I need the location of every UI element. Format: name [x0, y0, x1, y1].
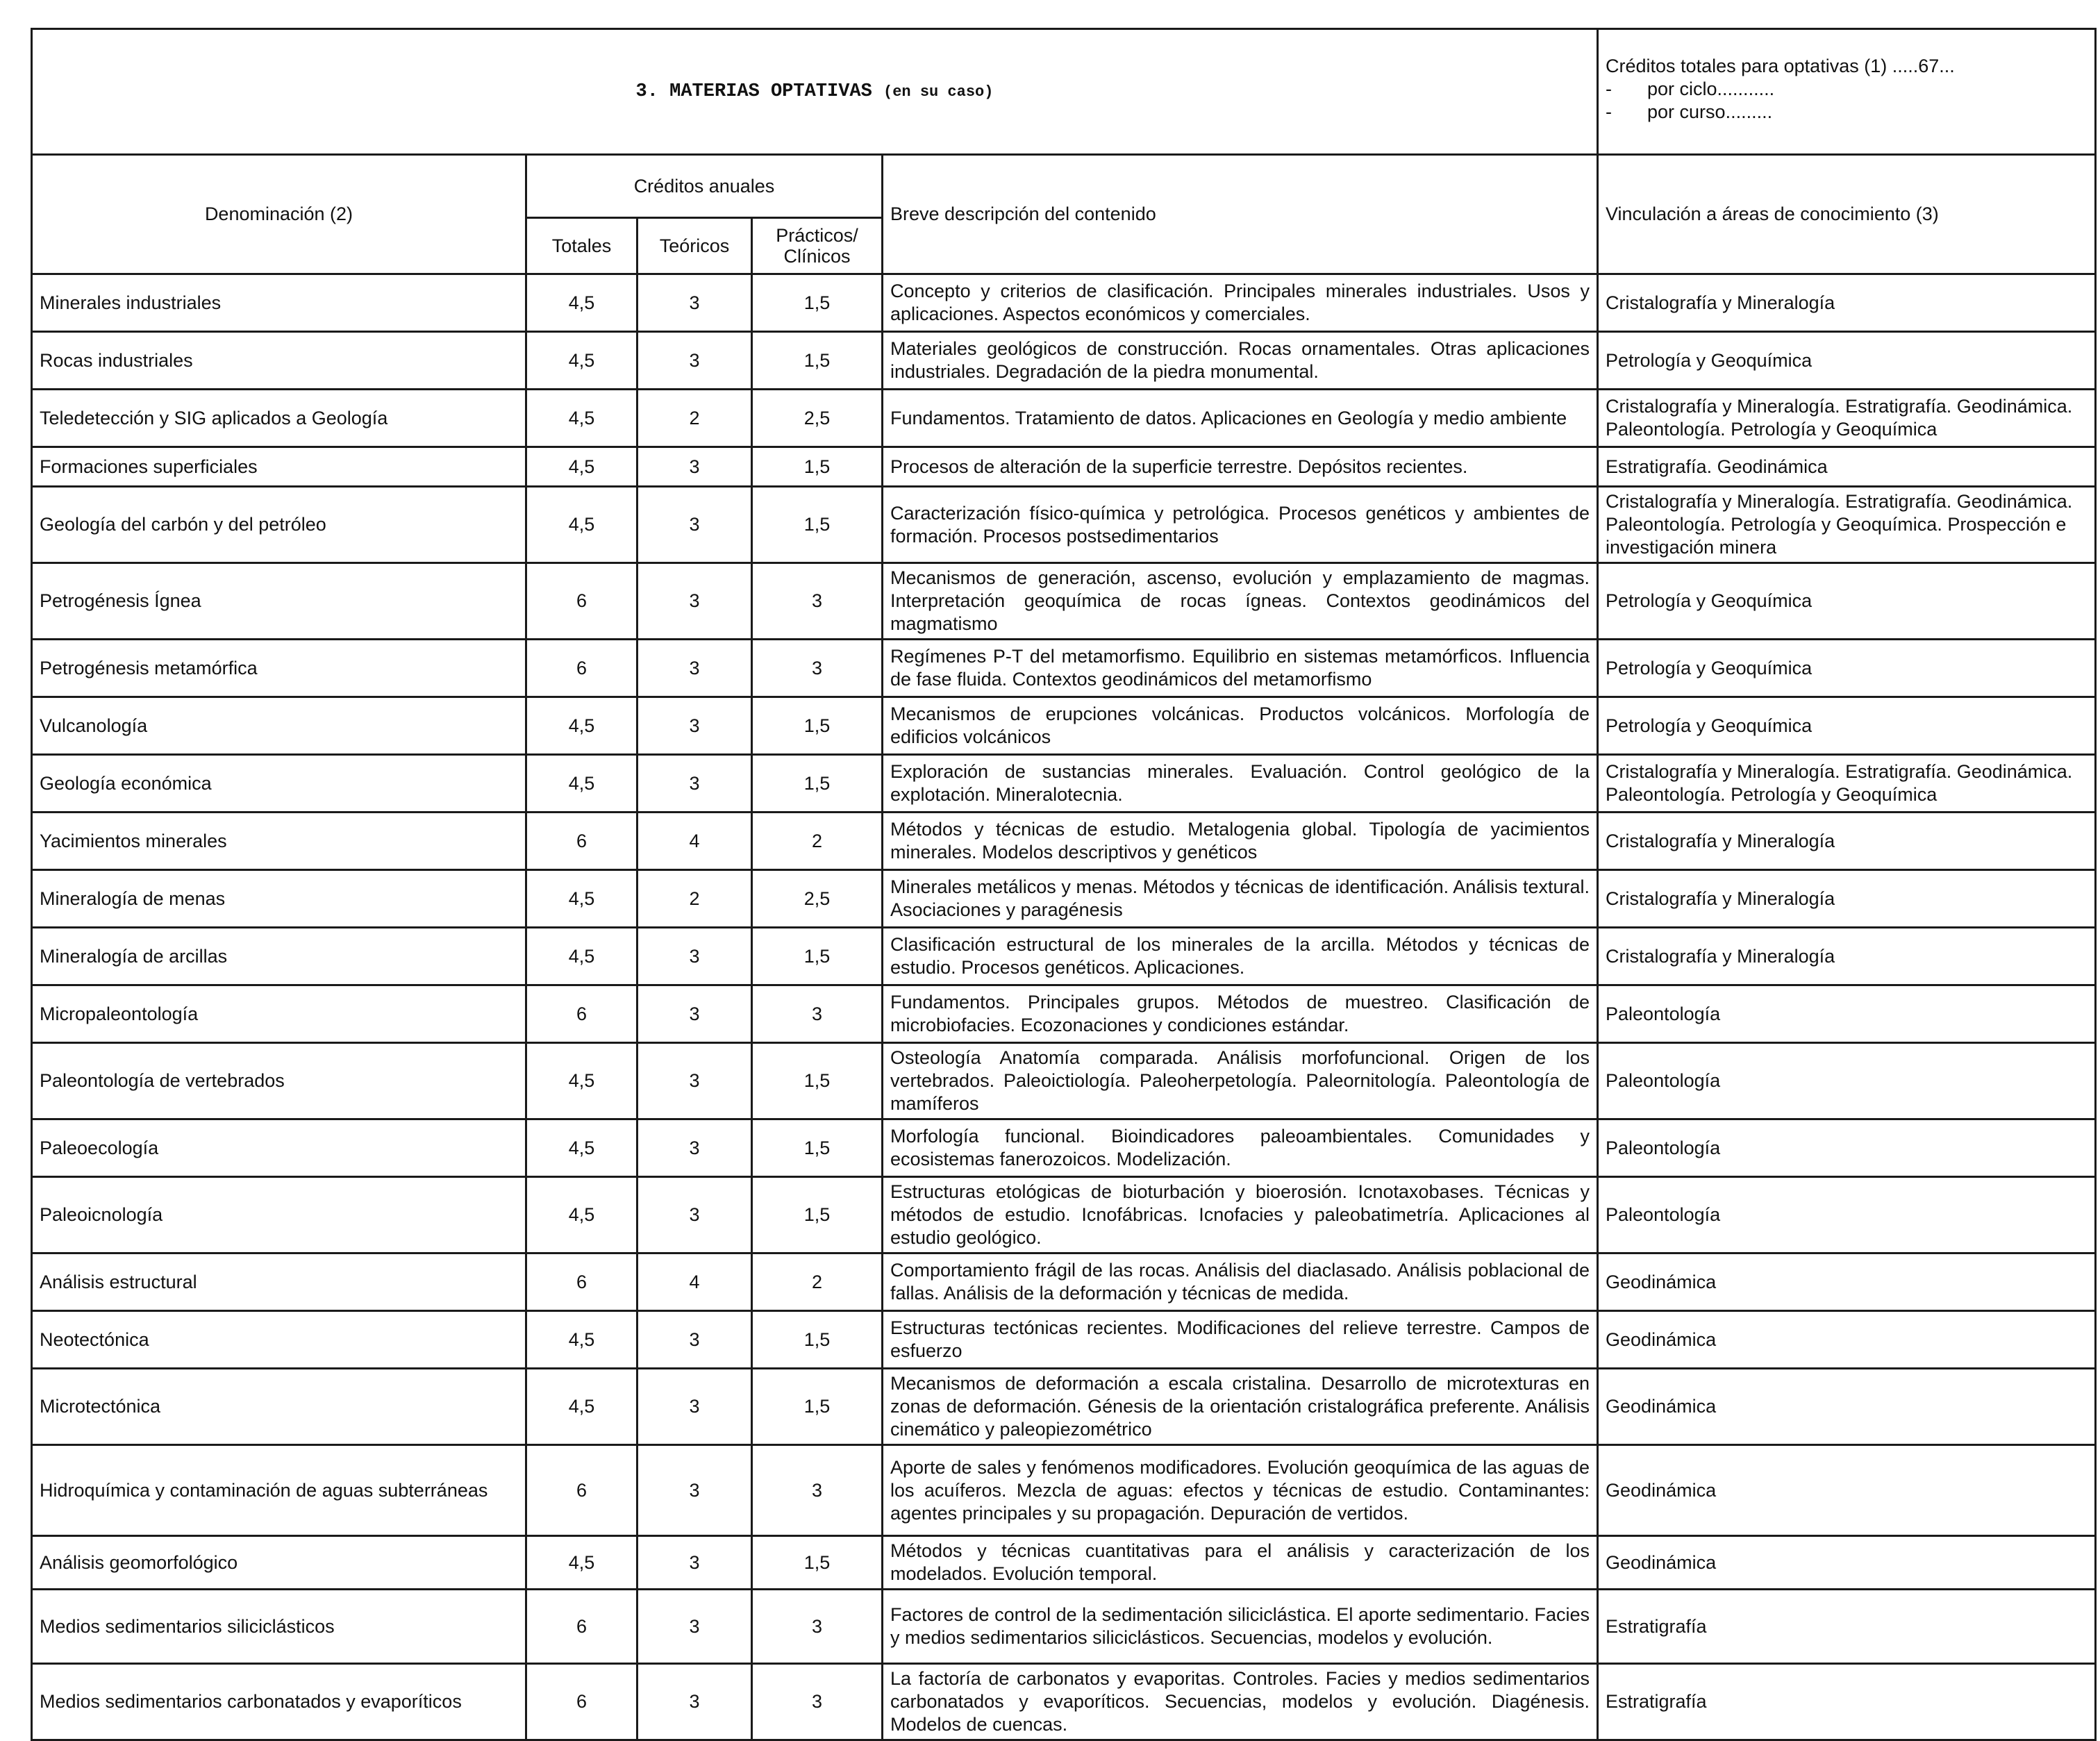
cell-descripcion: Morfología funcional. Bioindicadores paleoambientales. Comunidades y ecosistemas fanerozoicos. Modelización. [883, 1119, 1598, 1177]
table-row [32, 1253, 2096, 1311]
cell-vinculacion: Estratigrafía [1598, 1664, 2096, 1740]
cell-totales: 6 [526, 813, 638, 870]
cell-teoricos: 3 [638, 640, 752, 697]
cell-descripcion: Mecanismos de deformación a escala cristalina. Desarrollo de microtexturas en zonas de deformación. Génesis de la orientación cristalográfica preferente. Análisis cinemático y paleopiezométrico [883, 1369, 1598, 1445]
cell-teoricos: 3 [638, 928, 752, 985]
table-row [32, 274, 2096, 332]
cell-denominacion: Medios sedimentarios siliciclásticos [32, 1590, 526, 1664]
table-row [32, 1664, 2096, 1740]
cell-practicos: 1,5 [752, 447, 883, 487]
cell-denominacion: Microtectónica [32, 1369, 526, 1445]
cell-totales: 4,5 [526, 1043, 638, 1119]
cell-denominacion: Teledetección y SIG aplicados a Geología [32, 390, 526, 447]
cell-denominacion: Micropaleontología [32, 985, 526, 1043]
cell-practicos: 3 [752, 563, 883, 640]
cell-practicos: 1,5 [752, 1311, 883, 1369]
cell-descripcion: Exploración de sustancias minerales. Evaluación. Control geológico de la explotación. Mineralotecnia. [883, 755, 1598, 813]
cell-vinculacion: Paleontología [1598, 1177, 2096, 1253]
cell-teoricos: 3 [638, 274, 752, 332]
cell-vinculacion: Estratigrafía. Geodinámica [1598, 447, 2096, 487]
cell-denominacion: Mineralogía de menas [32, 870, 526, 928]
cell-vinculacion: Petrología y Geoquímica [1598, 697, 2096, 755]
cell-practicos: 3 [752, 1664, 883, 1740]
cell-teoricos: 3 [638, 1445, 752, 1536]
materias-optativas-table [31, 28, 2097, 1741]
cell-descripcion: Estructuras etológicas de bioturbación y bioerosión. Icnotaxobases. Técnicas y métodos de estudio. Icnofábricas. Icnofacies y paleobatimetría. Aplicaciones al estudio geológico. [883, 1177, 1598, 1253]
header-creditos-anuales: Créditos anuales [526, 155, 883, 218]
cell-totales: 4,5 [526, 697, 638, 755]
table-row [32, 1119, 2096, 1177]
cell-teoricos: 3 [638, 1119, 752, 1177]
cell-denominacion: Yacimientos minerales [32, 813, 526, 870]
cell-practicos: 1,5 [752, 928, 883, 985]
cell-descripcion: Mecanismos de erupciones volcánicas. Productos volcánicos. Morfología de edificios volcánicos [883, 697, 1598, 755]
cell-vinculacion: Cristalografía y Mineralogía [1598, 274, 2096, 332]
cell-practicos: 1,5 [752, 1369, 883, 1445]
cell-totales: 4,5 [526, 870, 638, 928]
cell-practicos: 2,5 [752, 870, 883, 928]
cell-practicos: 1,5 [752, 274, 883, 332]
cell-totales: 4,5 [526, 755, 638, 813]
cell-vinculacion: Paleontología [1598, 985, 2096, 1043]
section-title-text: 3. MATERIAS OPTATIVAS [635, 81, 872, 102]
cell-practicos: 1,5 [752, 697, 883, 755]
cell-descripcion: Factores de control de la sedimentación siliciclástica. El aporte sedimentario. Facies y medios sedimentarios siliciclásticos. Secuencias, modelos y evolución. [883, 1590, 1598, 1664]
cell-denominacion: Neotectónica [32, 1311, 526, 1369]
cell-teoricos: 3 [638, 985, 752, 1043]
cell-descripcion: Métodos y técnicas cuantitativas para el análisis y caracterización de los modelados. Evolución temporal. [883, 1536, 1598, 1590]
cell-vinculacion: Cristalografía y Mineralogía. Estratigrafía. Geodinámica. Paleontología. Petrología y Geoquímica [1598, 390, 2096, 447]
cell-totales: 6 [526, 1253, 638, 1311]
cell-descripcion: Aporte de sales y fenómenos modificadores. Evolución geoquímica de las aguas de los acuíferos. Mezcla de aguas: efectos y técnicas de estudio. Contaminantes: agentes principales y su propagación. Depuración de vertidos. [883, 1445, 1598, 1536]
cell-teoricos: 2 [638, 390, 752, 447]
cell-vinculacion: Geodinámica [1598, 1445, 2096, 1536]
cell-teoricos: 4 [638, 813, 752, 870]
cell-descripcion: Minerales metálicos y menas. Métodos y técnicas de identificación. Análisis textural. Asociaciones y paragénesis [883, 870, 1598, 928]
cell-practicos: 3 [752, 985, 883, 1043]
header-descripcion: Breve descripción del contenido [883, 155, 1598, 274]
credits-por-curso-line: - por curso......... [1606, 101, 1773, 122]
table-row [32, 390, 2096, 447]
table-row [32, 1043, 2096, 1119]
cell-practicos: 1,5 [752, 1177, 883, 1253]
cell-practicos: 3 [752, 1590, 883, 1664]
cell-vinculacion: Geodinámica [1598, 1369, 2096, 1445]
cell-denominacion: Geología del carbón y del petróleo [32, 487, 526, 563]
table-row [32, 447, 2096, 487]
cell-teoricos: 3 [638, 697, 752, 755]
table-row [32, 813, 2096, 870]
cell-practicos: 1,5 [752, 332, 883, 390]
cell-teoricos: 3 [638, 447, 752, 487]
cell-denominacion: Hidroquímica y contaminación de aguas subterráneas [32, 1445, 526, 1536]
cell-descripcion: Comportamiento frágil de las rocas. Análisis del diaclasado. Análisis poblacional de fallas. Análisis de la deformación y técnicas de medida. [883, 1253, 1598, 1311]
section-title [32, 29, 1598, 155]
cell-totales: 6 [526, 563, 638, 640]
cell-practicos: 1,5 [752, 1119, 883, 1177]
table-row [32, 487, 2096, 563]
cell-teoricos: 3 [638, 1177, 752, 1253]
header-totales: Totales [526, 218, 638, 274]
cell-totales: 4,5 [526, 1369, 638, 1445]
cell-practicos: 2 [752, 1253, 883, 1311]
credits-por-ciclo-line: - por ciclo........... [1606, 78, 1775, 99]
cell-denominacion: Petrogénesis metamórfica [32, 640, 526, 697]
cell-totales: 6 [526, 1664, 638, 1740]
cell-practicos: 1,5 [752, 487, 883, 563]
cell-descripcion: Fundamentos. Tratamiento de datos. Aplicaciones en Geología y medio ambiente [883, 390, 1598, 447]
cell-practicos: 3 [752, 640, 883, 697]
cell-descripcion: Caracterización físico-química y petrológica. Procesos genéticos y ambientes de formación. Procesos postsedimentarios [883, 487, 1598, 563]
cell-vinculacion: Petrología y Geoquímica [1598, 563, 2096, 640]
cell-practicos: 2 [752, 813, 883, 870]
cell-totales: 4,5 [526, 487, 638, 563]
table-row [32, 870, 2096, 928]
cell-teoricos: 3 [638, 1043, 752, 1119]
cell-teoricos: 3 [638, 1369, 752, 1445]
cell-descripcion: Fundamentos. Principales grupos. Métodos de muestreo. Clasificación de microbiofacies. Ecozonaciones y condiciones estándar. [883, 985, 1598, 1043]
table-row [32, 640, 2096, 697]
cell-vinculacion: Paleontología [1598, 1119, 2096, 1177]
cell-descripcion: Materiales geológicos de construcción. Rocas ornamentales. Otras aplicaciones industriales. Degradación de la piedra monumental. [883, 332, 1598, 390]
column-header-row-1 [32, 155, 2096, 218]
cell-denominacion: Medios sedimentarios carbonatados y evaporíticos [32, 1664, 526, 1740]
cell-denominacion: Análisis geomorfológico [32, 1536, 526, 1590]
cell-denominacion: Vulcanología [32, 697, 526, 755]
title-row [32, 29, 2096, 155]
cell-practicos: 1,5 [752, 1536, 883, 1590]
cell-denominacion: Formaciones superficiales [32, 447, 526, 487]
cell-denominacion: Paleoecología [32, 1119, 526, 1177]
cell-vinculacion: Cristalografía y Mineralogía [1598, 813, 2096, 870]
cell-totales: 6 [526, 985, 638, 1043]
table-row [32, 1177, 2096, 1253]
cell-practicos: 2,5 [752, 390, 883, 447]
cell-vinculacion: Geodinámica [1598, 1253, 2096, 1311]
cell-vinculacion: Paleontología [1598, 1043, 2096, 1119]
cell-totales: 4,5 [526, 1119, 638, 1177]
cell-denominacion: Paleoicnología [32, 1177, 526, 1253]
cell-denominacion: Minerales industriales [32, 274, 526, 332]
table-row [32, 1445, 2096, 1536]
cell-descripcion: Procesos de alteración de la superficie terrestre. Depósitos recientes. [883, 447, 1598, 487]
cell-descripcion: La factoría de carbonatos y evaporitas. Controles. Facies y medios sedimentarios carbonatados y evaporíticos. Secuencias, modelos y evolución. Diagénesis. Modelos de cuencas. [883, 1664, 1598, 1740]
cell-descripcion: Estructuras tectónicas recientes. Modificaciones del relieve terrestre. Campos de esfuerzo [883, 1311, 1598, 1369]
cell-descripcion: Osteología Anatomía comparada. Análisis morfofuncional. Origen de los vertebrados. Paleoictiología. Paleoherpetología. Paleornitología. Paleontología de mamíferos [883, 1043, 1598, 1119]
table-row [32, 1536, 2096, 1590]
table-row [32, 697, 2096, 755]
cell-teoricos: 3 [638, 1664, 752, 1740]
cell-vinculacion: Cristalografía y Mineralogía [1598, 928, 2096, 985]
table-row [32, 332, 2096, 390]
cell-totales: 4,5 [526, 274, 638, 332]
cell-totales: 6 [526, 1445, 638, 1536]
cell-descripcion: Clasificación estructural de los minerales de la arcilla. Métodos y técnicas de estudio. Procesos genéticos. Aplicaciones. [883, 928, 1598, 985]
cell-totales: 4,5 [526, 928, 638, 985]
cell-teoricos: 4 [638, 1253, 752, 1311]
table-row [32, 755, 2096, 813]
cell-teoricos: 3 [638, 755, 752, 813]
cell-teoricos: 3 [638, 1536, 752, 1590]
cell-teoricos: 3 [638, 1311, 752, 1369]
cell-descripcion: Métodos y técnicas de estudio. Metalogenia global. Tipología de yacimientos minerales. Modelos descriptivos y genéticos [883, 813, 1598, 870]
header-vinculacion: Vinculación a áreas de conocimiento (3) [1598, 155, 2096, 274]
cell-descripcion: Concepto y criterios de clasificación. Principales minerales industriales. Usos y aplicaciones. Aspectos económicos y comerciales. [883, 274, 1598, 332]
cell-teoricos: 3 [638, 487, 752, 563]
table-row [32, 1311, 2096, 1369]
cell-denominacion: Paleontología de vertebrados [32, 1043, 526, 1119]
cell-totales: 4,5 [526, 332, 638, 390]
cell-vinculacion: Geodinámica [1598, 1311, 2096, 1369]
cell-denominacion: Petrogénesis Ígnea [32, 563, 526, 640]
cell-totales: 4,5 [526, 1536, 638, 1590]
cell-totales: 6 [526, 1590, 638, 1664]
header-denominacion: Denominación (2) [32, 155, 526, 274]
cell-totales: 4,5 [526, 1311, 638, 1369]
cell-teoricos: 3 [638, 332, 752, 390]
section-title-suffix: (en su caso) [883, 83, 994, 101]
cell-denominacion: Geología económica [32, 755, 526, 813]
cell-vinculacion: Cristalografía y Mineralogía. Estratigrafía. Geodinámica. Paleontología. Petrología y Geoquímica [1598, 755, 2096, 813]
cell-teoricos: 3 [638, 563, 752, 640]
cell-practicos: 1,5 [752, 755, 883, 813]
cell-denominacion: Rocas industriales [32, 332, 526, 390]
cell-vinculacion: Petrología y Geoquímica [1598, 332, 2096, 390]
table-row [32, 928, 2096, 985]
cell-totales: 4,5 [526, 390, 638, 447]
cell-teoricos: 2 [638, 870, 752, 928]
cell-practicos: 3 [752, 1445, 883, 1536]
cell-denominacion: Mineralogía de arcillas [32, 928, 526, 985]
cell-vinculacion: Petrología y Geoquímica [1598, 640, 2096, 697]
header-practicos: Prácticos/ Clínicos [752, 218, 883, 274]
table-row [32, 563, 2096, 640]
cell-totales: 6 [526, 640, 638, 697]
cell-vinculacion: Geodinámica [1598, 1536, 2096, 1590]
cell-vinculacion: Cristalografía y Mineralogía. Estratigrafía. Geodinámica. Paleontología. Petrología y Geoquímica. Prospección e investigación minera [1598, 487, 2096, 563]
credits-summary [1598, 29, 2096, 155]
table-row [32, 1369, 2096, 1445]
cell-vinculacion: Cristalografía y Mineralogía [1598, 870, 2096, 928]
cell-practicos: 1,5 [752, 1043, 883, 1119]
cell-teoricos: 3 [638, 1590, 752, 1664]
cell-vinculacion: Estratigrafía [1598, 1590, 2096, 1664]
credits-total-line: Créditos totales para optativas (1) .....67... [1606, 56, 1955, 76]
cell-denominacion: Análisis estructural [32, 1253, 526, 1311]
cell-descripcion: Mecanismos de generación, ascenso, evolución y emplazamiento de magmas. Interpretación geoquímica de rocas ígneas. Contextos geodinámicos del magmatismo [883, 563, 1598, 640]
header-teoricos: Teóricos [638, 218, 752, 274]
cell-totales: 4,5 [526, 1177, 638, 1253]
table-row [32, 985, 2096, 1043]
cell-descripcion: Regímenes P-T del metamorfismo. Equilibrio en sistemas metamórficos. Influencia de fase fluida. Contextos geodinámicos del metamorfismo [883, 640, 1598, 697]
cell-totales: 4,5 [526, 447, 638, 487]
table-row [32, 1590, 2096, 1664]
document-page [31, 28, 2094, 1741]
